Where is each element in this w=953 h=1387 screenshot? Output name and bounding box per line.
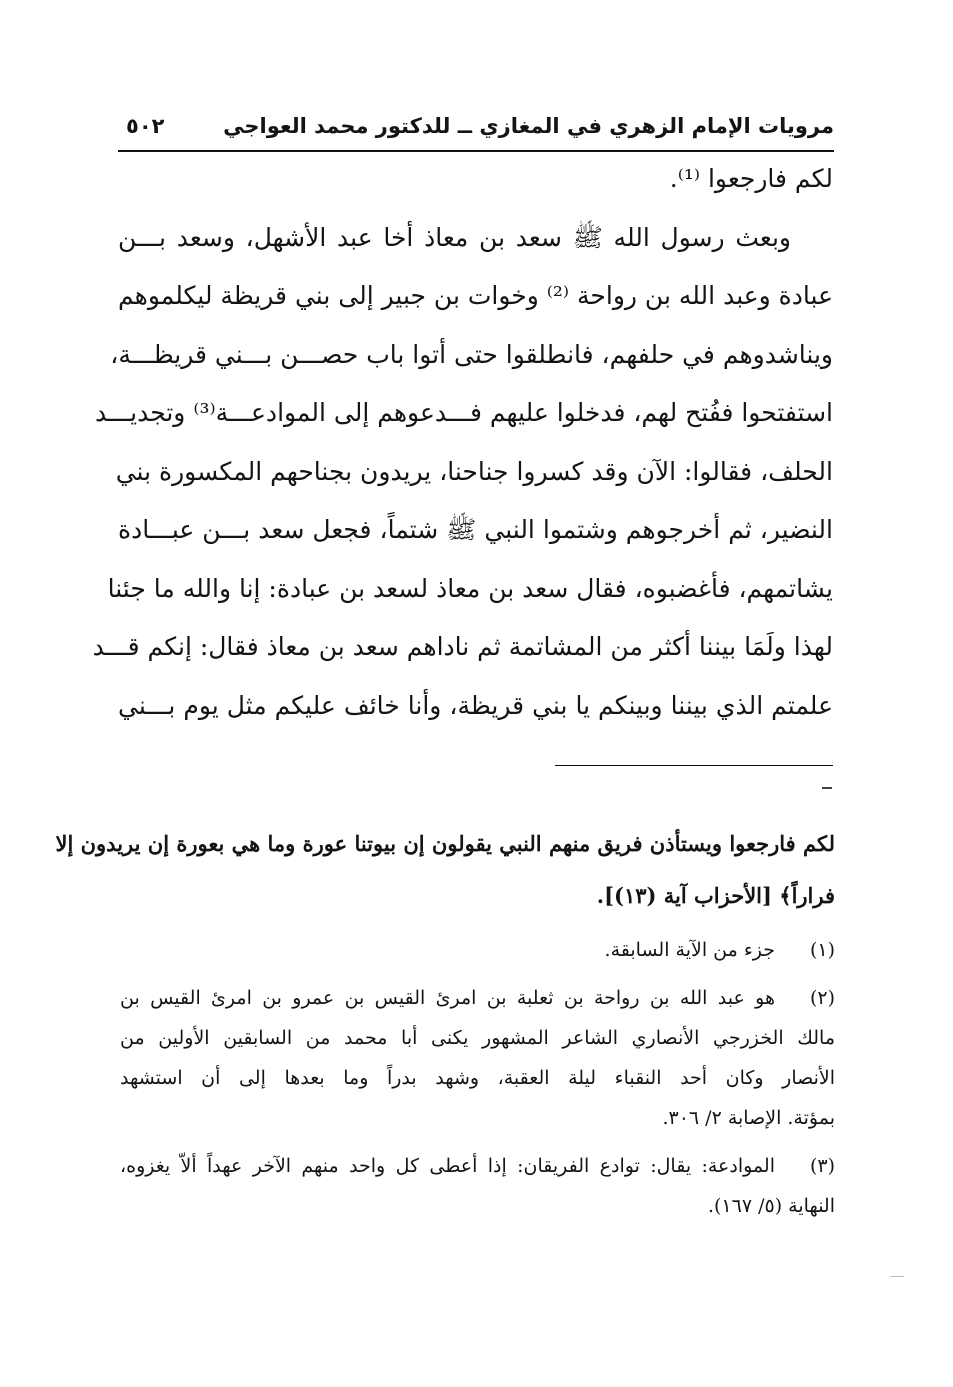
body-line: عبادة وعبد الله بن رواحة ⁽²⁾ وخوات بن جبير إلى بني قريظة ليكلموهم [118,281,833,310]
body-line: النضير، ثم أخرجوهم وشتموا النبي ﷺ شتماً، فجعل سعد بـــن عبـــادة [118,515,833,544]
footnote-number: (٢) [809,987,835,1009]
body-line: يشاتمهم، فأغضبوه، فقال سعد بن معاذ لسعد بن عبادة: إنا والله ما جئنا [107,573,833,603]
footnotes-section [55,818,835,1226]
print-mark [822,787,832,789]
footnote-number: (٣) [809,1155,835,1177]
footnote-separator [555,765,833,766]
footnote-item [120,1146,835,1226]
footnote-line: الأنصار وكان أحد النقباء ليلة العقبة، وشهد بدراً وما بعدها إلى أن استشهد [120,1067,835,1089]
footnote-line: بمؤتة. الإصابة ٢/ ٣٠٦. [662,1107,835,1129]
scan-artifact [890,1276,904,1277]
body-line: وبعث رسول الله ﷺ سعد بن معاذ أخا عبد الأشهل، وسعد بـــن [118,222,791,252]
footnote-line: هو عبد الله بن رواحة بن ثعلبة بن امرئ القيس بن عمرو بن امرئ القيس بن [120,987,775,1009]
footnote-continuation-line: فراراً﴾ [الأحزاب آية (١٣)]. [596,883,835,908]
footnote-line: الموادعة: يقال: توادع الفريقان: إذا أعطى كل واحد منهم الآخر عهداً ألاّ يغزوه، [120,1155,775,1177]
body-line: استفتحوا ففُتح لهم، فدخلوا عليهم فـــدعوهم إلى الموادعـــة⁽³⁾ وتجديـــد [95,398,833,427]
main-text [92,150,833,735]
footnote-item [120,930,835,970]
body-line: لكم فارجعوا ⁽¹⁾. [669,164,833,193]
body-line: ويناشدوهم في حلفهم، فانطلقوا حتى أتوا باب حصـــن بـــني قريظـــة، [110,339,833,369]
footnote-item [120,978,835,1138]
footnote-line: النهاية (٥/ ١٦٧). [707,1195,835,1217]
footnote-number: (١) [809,939,835,961]
page-number: ٥٠٢ [126,114,165,138]
body-line: الحلف، فقالوا: الآن وقد كسروا جناحنا، يريدون بجناحهم المكسورة بني [115,456,833,486]
running-header [118,110,834,152]
footnote-line: مالك الخزرجي الأنصاري الشاعر المشهور يكنى أبا محمد من السابقين الأولين من [120,1027,835,1049]
body-line: لهذا ولَمَا بيننا أكثر من المشاتمة ثم ناداهم سعد بن معاذ فقال: إنكم قـــد [92,632,833,661]
body-line: علمتم الذي بيننا وبينكم يا بني قريظة، وأنا خائف عليكم مثل يوم بـــني [118,690,833,720]
footnote-continuation-line: لكم فارجعوا ويستأذن فريق منهم النبي يقولون إن بيوتنا عورة وما هي بعورة إن يريدون إلا [55,831,835,856]
footnote-line: جزء من الآية السابقة. [604,939,775,961]
running-title: مرويات الإمام الزهري في المغازي ــ للدكتور محمد العواجي [223,114,834,138]
